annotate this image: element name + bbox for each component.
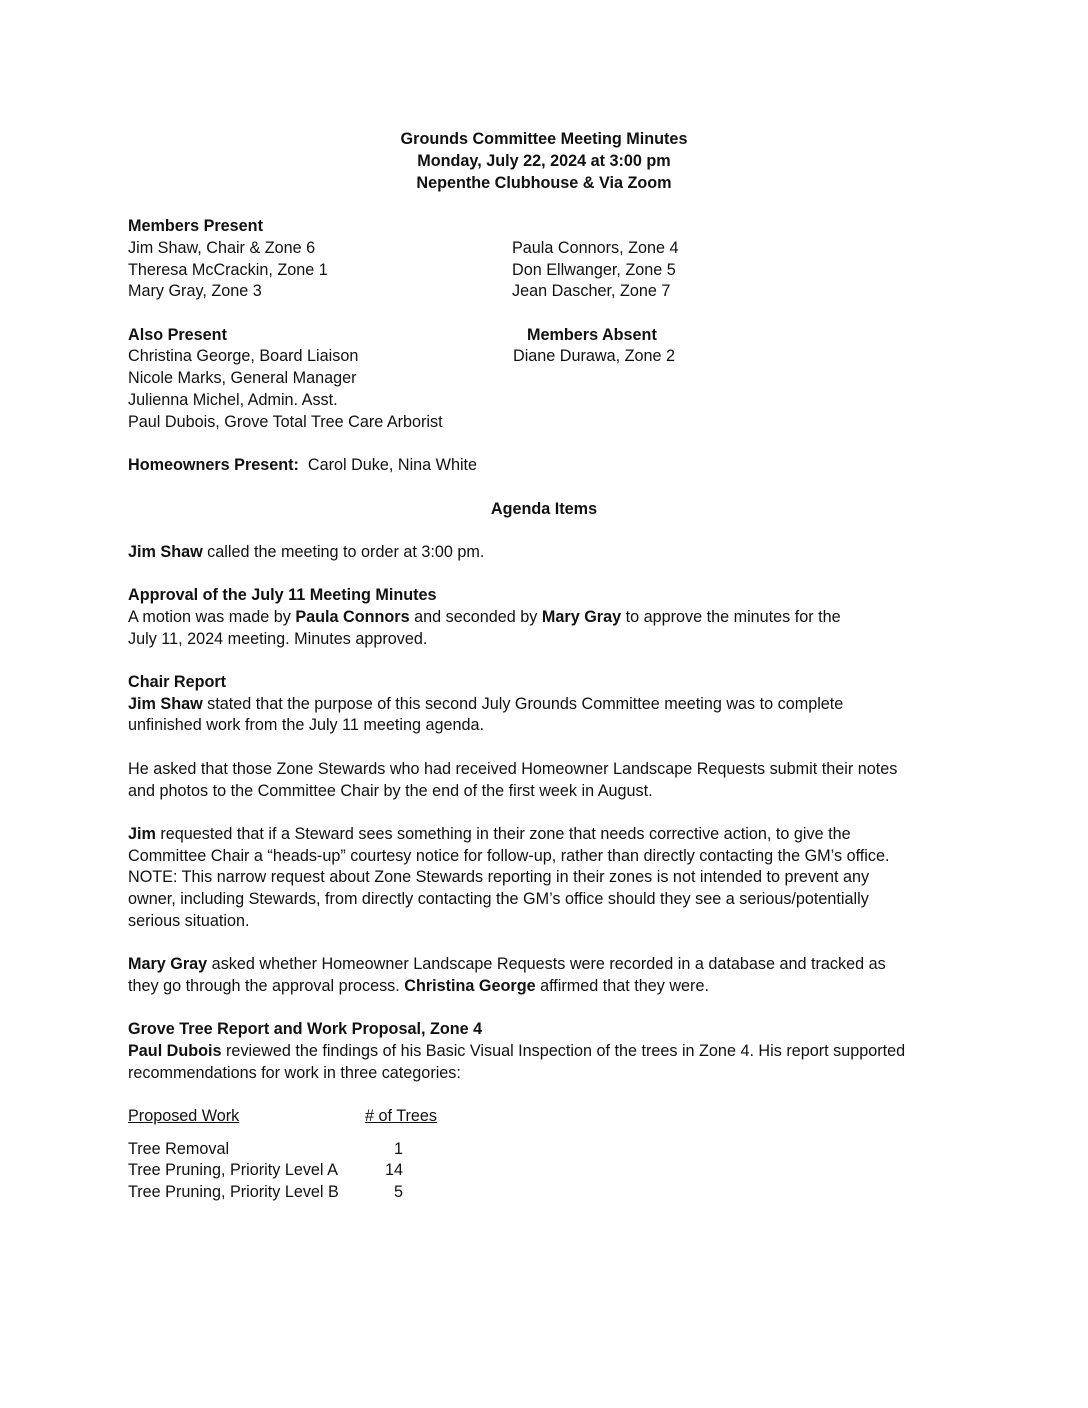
also-present-item: Christina George, Board Liaison [128, 347, 359, 365]
count-cell: 14 [384, 1161, 403, 1179]
call-to-order-text: called the meeting to order at 3:00 pm. [202, 543, 485, 561]
approval-line-1 [128, 608, 841, 627]
paragraph-text: affirmed that they were. [535, 977, 709, 995]
person-name: Mary Gray [541, 608, 622, 626]
chair-report-para4-line2 [128, 977, 709, 996]
grove-line-2: recommendations for work in three categories: [128, 1064, 461, 1082]
person-name: Paula Connors [295, 608, 410, 626]
work-cell: Tree Pruning, Priority Level B [128, 1183, 339, 1201]
person-name: Christina George [404, 977, 536, 995]
call-to-order [128, 543, 484, 562]
person-name: Jim Shaw [128, 695, 203, 713]
also-present-item: Paul Dubois, Grove Total Tree Care Arborist [128, 413, 443, 431]
person-name: Paul Dubois [128, 1042, 222, 1060]
grove-heading: Grove Tree Report and Work Proposal, Zone 4 [128, 1020, 483, 1038]
person-name: Mary Gray [128, 955, 208, 973]
document-title: Grounds Committee Meeting Minutes [400, 130, 688, 148]
also-present-heading: Also Present [128, 326, 227, 344]
homeowners-names: Carol Duke, Nina White [307, 456, 478, 474]
person-name: Jim Shaw [128, 543, 203, 561]
person-name: Jim [128, 825, 156, 843]
chair-report-para3-line1 [128, 825, 851, 844]
grove-line-1 [128, 1042, 905, 1061]
also-present-item: Nicole Marks, General Manager [128, 369, 357, 387]
count-cell: 5 [393, 1183, 403, 1201]
homeowners-label: Homeowners Present: [128, 456, 299, 474]
homeowners-present [128, 456, 477, 475]
work-cell: Tree Pruning, Priority Level A [128, 1161, 338, 1179]
meeting-date: Monday, July 22, 2024 at 3:00 pm [417, 152, 671, 170]
work-table-header-count: # of Trees [365, 1107, 437, 1125]
members-absent-heading: Members Absent [527, 326, 657, 344]
chair-report-para3-line4: owner, including Stewards, from directly contacting the GM’s office should they see a serious/potentially [128, 890, 869, 908]
approval-text: and seconded by [409, 608, 542, 626]
work-table-header-work: Proposed Work [128, 1107, 240, 1125]
chair-report-para2-line1: He asked that those Zone Stewards who had received Homeowner Landscape Requests submit their notes [128, 760, 898, 778]
chair-report-para4-line1 [128, 955, 886, 974]
members-absent-item: Diane Durawa, Zone 2 [513, 347, 675, 365]
member-item: Jean Dascher, Zone 7 [512, 282, 671, 300]
chair-report-para1-line1 [128, 695, 843, 714]
chair-report-para3-line3: NOTE: This narrow request about Zone Stewards reporting in their zones is not intended to prevent any [128, 868, 870, 886]
approval-line-2: July 11, 2024 meeting. Minutes approved. [128, 630, 428, 648]
member-item: Mary Gray, Zone 3 [128, 282, 262, 300]
members-present-heading: Members Present [128, 217, 263, 235]
approval-heading: Approval of the July 11 Meeting Minutes [128, 586, 437, 604]
paragraph-text: asked whether Homeowner Landscape Requests were recorded in a database and tracked as [207, 955, 886, 973]
member-item: Jim Shaw, Chair & Zone 6 [128, 239, 316, 257]
work-cell: Tree Removal [128, 1140, 230, 1158]
chair-report-para2-line2: and photos to the Committee Chair by the end of the first week in August. [128, 782, 653, 800]
count-cell: 1 [393, 1140, 403, 1158]
also-present-item: Julienna Michel, Admin. Asst. [128, 391, 338, 409]
paragraph-text: reviewed the findings of his Basic Visual Inspection of the trees in Zone 4. His report supported [221, 1042, 906, 1060]
member-item: Don Ellwanger, Zone 5 [512, 261, 676, 279]
chair-report-para3-line2: Committee Chair a “heads-up” courtesy notice for follow-up, rather than directly contacting the GM’s office. [128, 847, 890, 865]
chair-report-heading: Chair Report [128, 673, 227, 691]
member-item: Theresa McCrackin, Zone 1 [128, 261, 328, 279]
chair-report-para3-line5: serious situation. [128, 912, 250, 930]
member-item: Paula Connors, Zone 4 [512, 239, 679, 257]
approval-text: A motion was made by [128, 608, 296, 626]
chair-report-para1-line2: unfinished work from the July 11 meeting agenda. [128, 716, 485, 734]
agenda-heading: Agenda Items [490, 500, 598, 518]
approval-text: to approve the minutes for the [621, 608, 841, 626]
paragraph-text: requested that if a Steward sees something in their zone that needs corrective action, to give the [155, 825, 851, 843]
paragraph-text: stated that the purpose of this second July Grounds Committee meeting was to complete [202, 695, 844, 713]
meeting-location: Nepenthe Clubhouse & Via Zoom [416, 174, 672, 192]
paragraph-text: they go through the approval process. [128, 977, 405, 995]
